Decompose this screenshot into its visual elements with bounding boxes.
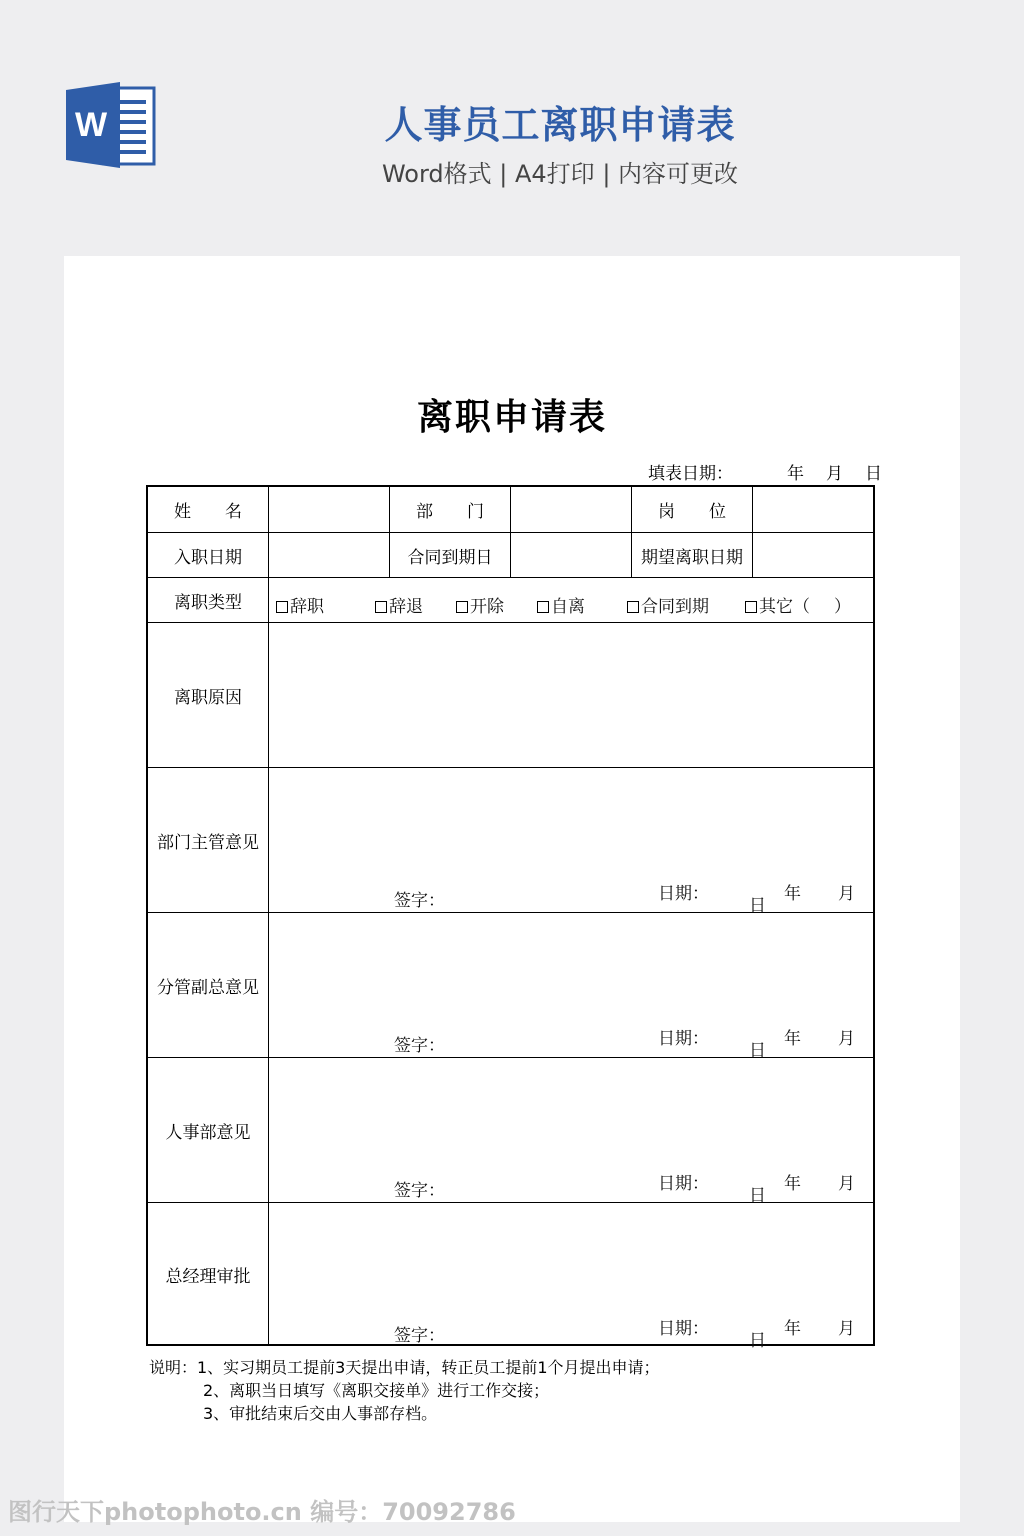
approval-label: 部门主管意见 [148,768,269,912]
approval-field[interactable] [269,913,873,1057]
checkbox-icon [745,601,757,613]
sign-label: 签字： [394,891,445,911]
checkbox-icon [537,601,549,613]
leave-type-options [268,578,873,622]
date-year: 年 [784,1174,801,1194]
form-row-reason [148,623,873,768]
date-day: 日 [749,1041,766,1061]
sign-label: 签字： [394,1326,445,1346]
join-date-label: 入职日期 [148,533,269,577]
approval-label: 人事部意见 [148,1058,269,1202]
banner-title: 人事员工离职申请表 [384,103,736,147]
fill-date-label: 填表日期： [648,464,733,484]
checkbox-icon [627,601,639,613]
fill-date-month: 月 [826,464,843,484]
position-field[interactable] [753,487,873,532]
approval-field[interactable] [269,768,873,912]
notes [149,1356,660,1425]
document-page [64,256,960,1522]
fill-date-line [648,459,882,484]
leave-type-option[interactable]: 开除 [456,592,504,617]
fill-date-day: 日 [865,464,882,484]
approval-field[interactable] [269,1058,873,1202]
date-label: 日期： [658,1174,709,1194]
fill-date-year: 年 [787,464,804,484]
dept-label: 部 门 [390,487,511,532]
leave-type-option[interactable]: 其它（ ） [745,592,851,617]
form-row-basic-2 [148,533,873,578]
date-label: 日期： [658,1319,709,1339]
leave-type-option[interactable]: 合同到期 [627,592,709,617]
checkbox-icon [456,601,468,613]
leave-type-option[interactable]: 辞职 [276,592,324,617]
name-field[interactable] [269,487,390,532]
approval-label: 总经理审批 [148,1203,269,1346]
document-title: 离职申请表 [416,397,607,438]
contract-end-label: 合同到期日 [390,533,511,577]
approval-row [148,768,873,916]
date-year: 年 [784,1319,801,1339]
date-year: 年 [784,884,801,904]
join-date-field[interactable] [269,533,390,577]
other-close-paren: ） [834,597,851,617]
date-month: 月 [838,884,855,904]
position-label: 岗 位 [632,487,753,532]
leave-type-option[interactable]: 辞退 [375,592,423,617]
word-logo-letter: W [74,106,108,144]
date-month: 月 [838,1029,855,1049]
expected-leave-label: 期望离职日期 [632,533,753,577]
date-month: 月 [838,1319,855,1339]
date-label: 日期： [658,884,709,904]
date-day: 日 [749,896,766,916]
watermark: 图行天下photophoto.cn 编号：70092786 [8,1498,516,1526]
date-day: 日 [749,1331,766,1351]
leave-type-option[interactable]: 自离 [537,592,585,617]
banner-subtitle: Word格式 | A4打印 | 内容可更改 [381,160,739,188]
date-label: 日期： [658,1029,709,1049]
reason-field[interactable] [269,623,873,767]
checkbox-icon [375,601,387,613]
date-month: 月 [838,1174,855,1194]
approval-row [148,1203,873,1351]
note-line: 2、离职当日填写《离职交接单》进行工作交接； [203,1381,550,1400]
approval-row [148,1058,873,1206]
name-label: 姓 名 [148,487,269,532]
dept-field[interactable] [511,487,632,532]
reason-label: 离职原因 [148,623,269,767]
sign-label: 签字： [394,1181,445,1201]
form-row-basic-1 [148,487,873,533]
leave-application-form [146,485,875,1351]
date-day: 日 [749,1186,766,1206]
contract-end-field[interactable] [511,533,632,577]
word-file-icon [64,80,158,170]
expected-leave-field[interactable] [753,533,873,577]
form-row-leave-type [148,578,873,623]
approval-field[interactable] [269,1203,873,1346]
leave-type-label: 离职类型 [148,578,269,622]
date-year: 年 [784,1029,801,1049]
sign-label: 签字： [394,1036,445,1056]
approval-label: 分管副总意见 [148,913,269,1057]
checkbox-icon [276,601,288,613]
note-line: 说明：1、实习期员工提前3天提出申请，转正员工提前1个月提出申请； [149,1358,660,1377]
note-line: 3、审批结束后交由人事部存档。 [203,1404,438,1423]
approval-row [148,913,873,1061]
